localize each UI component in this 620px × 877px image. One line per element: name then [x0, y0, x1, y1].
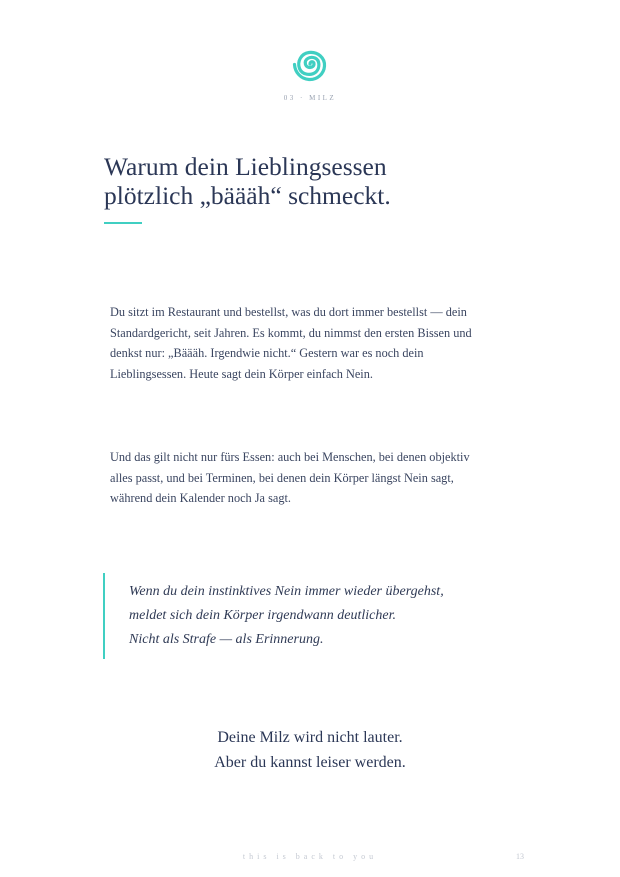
- quote-accent-bar: [103, 573, 105, 659]
- closing-statement: [0, 725, 620, 775]
- second-paragraph: [110, 447, 530, 509]
- title-line: plötzlich „bäääh“ schmeckt.: [104, 181, 391, 210]
- intro-paragraph: [110, 302, 530, 384]
- closing-line: Aber du kannst leiser werden.: [214, 754, 406, 771]
- paragraph-line: Standardgericht, seit Jahren. Es kommt, du nimmst den ersten Bissen und: [110, 325, 472, 340]
- paragraph-line: Du sitzt im Restaurant und bestellst, was du dort immer bestellst — dein: [110, 305, 467, 319]
- chapter-label: 03 · MILZ: [283, 94, 337, 102]
- paragraph-line: denkst nur: „Bäääh. Irgendwie nicht.“ Gestern war es noch dein: [110, 346, 424, 360]
- footer-tagline: this is back to you: [242, 852, 378, 861]
- paragraph-line: Lieblingsessen. Heute sagt dein Körper einfach Nein.: [110, 366, 373, 381]
- page-number: 13: [516, 852, 524, 861]
- paragraph-line: Und das gilt nicht nur fürs Essen: auch bei Menschen, bei denen objektiv: [110, 450, 470, 464]
- quote-line: Wenn du dein instinktives Nein immer wieder übergehst,: [129, 584, 444, 599]
- title-line: Warum dein Lieblingsessen: [104, 152, 387, 181]
- quote-line: Nicht als Strafe — als Erinnerung.: [129, 632, 324, 647]
- pull-quote: [129, 580, 529, 652]
- paragraph-line: alles passt, und bei Terminen, bei denen dein Körper längst Nein sagt,: [110, 470, 454, 485]
- page-title: [104, 152, 524, 210]
- paragraph-line: während dein Kalender noch Ja sagt.: [110, 491, 291, 505]
- spiral-icon: [288, 42, 332, 86]
- quote-line: meldet sich dein Körper irgendwann deutlicher.: [129, 608, 396, 623]
- closing-line: Deine Milz wird nicht lauter.: [217, 729, 403, 746]
- title-underline: [104, 222, 142, 224]
